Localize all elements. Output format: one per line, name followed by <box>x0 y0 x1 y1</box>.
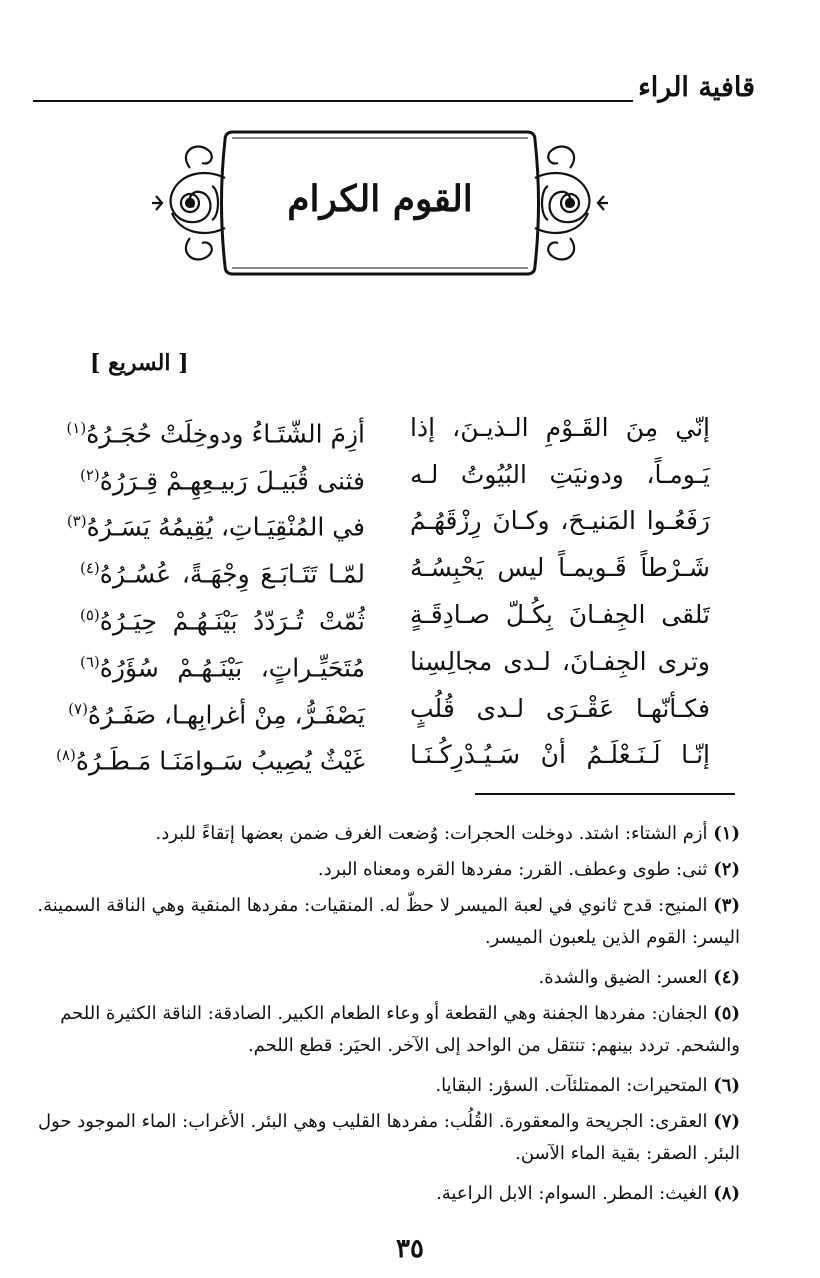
footnote-number: (٢) <box>713 859 740 880</box>
footnote <box>35 1106 740 1170</box>
hemistich-text: لمّـا تَتَـابَـعَ وِجْهَـةً، عُسُـرُهُ <box>99 559 365 589</box>
footnote-number: (٣) <box>713 895 740 916</box>
hemistich-text: غَيْثٌ يُصِيبُ سَـوامَنَـا مَـطَـرُهُ <box>75 746 365 776</box>
verse-second-hemistich <box>80 595 365 641</box>
chapter-header: قافية الراء <box>638 72 755 103</box>
footnote <box>35 1070 740 1102</box>
verse <box>0 735 820 785</box>
footnote-ref: (٢) <box>80 466 100 484</box>
footnote <box>35 962 740 994</box>
footnote <box>35 1178 740 1210</box>
verse-first-hemistich: إنّي مِنَ القَـوْمِ الـذيـنَ، إذا <box>410 413 710 442</box>
footnote <box>35 998 740 1062</box>
footnote-text: أزم الشتاء: اشتد. دوخلت الحجرات: وُضعت الغرف ضمن بعضها إتقاءً للبرد. <box>155 823 708 844</box>
verse-first-hemistich: إنّـا لَـنَـعْلَـمُ أنْ سَـيُـدْرِكُـنَـا <box>410 740 710 769</box>
footnote-text: ثنى: طوى وعطف. القرر: مفردها القره ومعناه البرد. <box>317 859 708 880</box>
verse-second-hemistich <box>66 408 365 454</box>
footnote-ref: (٧) <box>68 700 88 718</box>
verse-first-hemistich: وترى الجِفـانَ، لـدى مجالِسِنا <box>410 647 710 676</box>
verse <box>0 548 820 598</box>
footnote-number: (٥) <box>713 1003 740 1024</box>
footnote-ref: (٦) <box>80 653 100 671</box>
footnote-text: العسر: الضيق والشدة. <box>538 967 708 988</box>
footnote-separator <box>475 793 735 795</box>
footnote-text: الجفان: مفردها الجفنة وهي القطعة أو وعاء الطعام الكبير. الصادقة: الناقة الكثيرة اللحم والشحم. تردد بينهم: تنتقل من الواحد إلى الآخر. الحيَر: قطع اللحم. <box>60 1003 740 1056</box>
footnote-text: المتحيرات: الممتلئآت. السؤر: البقايا. <box>435 1075 708 1096</box>
footnote-text: المنيح: قدح ثانوي في لعبة الميسر لا حظّ له. المنقيات: مفردها المنقية وهي الناقة السمينة. اليسر: القوم الذين يلعبون الميسر. <box>37 895 740 948</box>
page-number: ٣٥ <box>396 1234 424 1264</box>
hemistich-text: في المُنْقِيَـاتِ، يُقِيمُهُ يَسَـرُهُ <box>86 512 365 542</box>
hemistich-text: ثُمّتْ تُـرَدّدُ بَيْنَـهُـمْ حِيَـرُهُ <box>99 606 365 636</box>
poem-title: القوم الكرام <box>287 178 473 220</box>
footnote-ref: (٥) <box>80 606 100 624</box>
hemistich-text: أزِمَ الشّتَـاءُ ودوخِلَتْ حُجَـرُهُ <box>86 419 365 449</box>
hemistich-text: فثنى قُبَيـلَ رَبيـعِهِـمْ قِـرَرُهُ <box>99 466 365 496</box>
verse <box>0 408 820 458</box>
footnote-number: (٦) <box>713 1075 740 1096</box>
verse-first-hemistich: يَـومـاً، ودونيَتِ البُيُوتُ لـه <box>410 460 710 489</box>
footnote-text: الغيث: المطر. السوام: الابل الراعية. <box>436 1183 708 1204</box>
footnote-number: (٨) <box>713 1183 740 1204</box>
verse <box>0 595 820 645</box>
verse-second-hemistich <box>66 501 365 547</box>
hemistich-text: يَصْفَـرُّ، مِنْ أغرابِهـا، صَفَـرُهُ <box>87 700 365 730</box>
verse <box>0 689 820 739</box>
verse <box>0 642 820 692</box>
verse <box>0 501 820 551</box>
verse <box>0 455 820 505</box>
verse-second-hemistich <box>56 735 365 781</box>
verse-second-hemistich <box>80 548 365 594</box>
footnote-ref: (١) <box>66 419 87 437</box>
footnote-ref: (٣) <box>66 512 87 530</box>
footnote <box>35 854 740 886</box>
footnote-text: العقرى: الجريحة والمعقورة. القُلُب: مفردها القليب وهي البئر. الأغراب: الماء الموجود حول البئر. الصقر: بقية الماء الآسن. <box>37 1111 740 1164</box>
footnote <box>35 890 740 954</box>
footnote-number: (٤) <box>713 967 740 988</box>
footnote-number: (٧) <box>713 1111 740 1132</box>
hemistich-text: مُتَحَيِّـراتٍ، بَيْنَـهُـمْ سُؤَرُهُ <box>99 653 365 683</box>
verse-first-hemistich: تَلقى الجِفـانَ بِكُـلّ صـادِقَـةٍ <box>410 600 710 629</box>
footnote <box>35 818 740 850</box>
verse-second-hemistich <box>80 642 365 688</box>
footnote-number: (١) <box>713 823 740 844</box>
verse-second-hemistich <box>68 689 365 735</box>
verse-first-hemistich: رَفَعُـوا المَنيـحَ، وكـانَ رِزْقَهُـمُ <box>410 506 710 535</box>
footnote-ref: (٤) <box>80 559 100 577</box>
poem-meter: [ السريع ] <box>90 350 189 376</box>
verse-first-hemistich: فكـأنّهـا عَقْـرَى لـدى قُلُبٍ <box>410 694 710 723</box>
verse-second-hemistich <box>80 455 365 501</box>
footnote-ref: (٨) <box>56 746 76 764</box>
verse-first-hemistich: شَـرْطاً قَـويمـاً ليس يَحْبِسُـهُ <box>410 553 710 582</box>
